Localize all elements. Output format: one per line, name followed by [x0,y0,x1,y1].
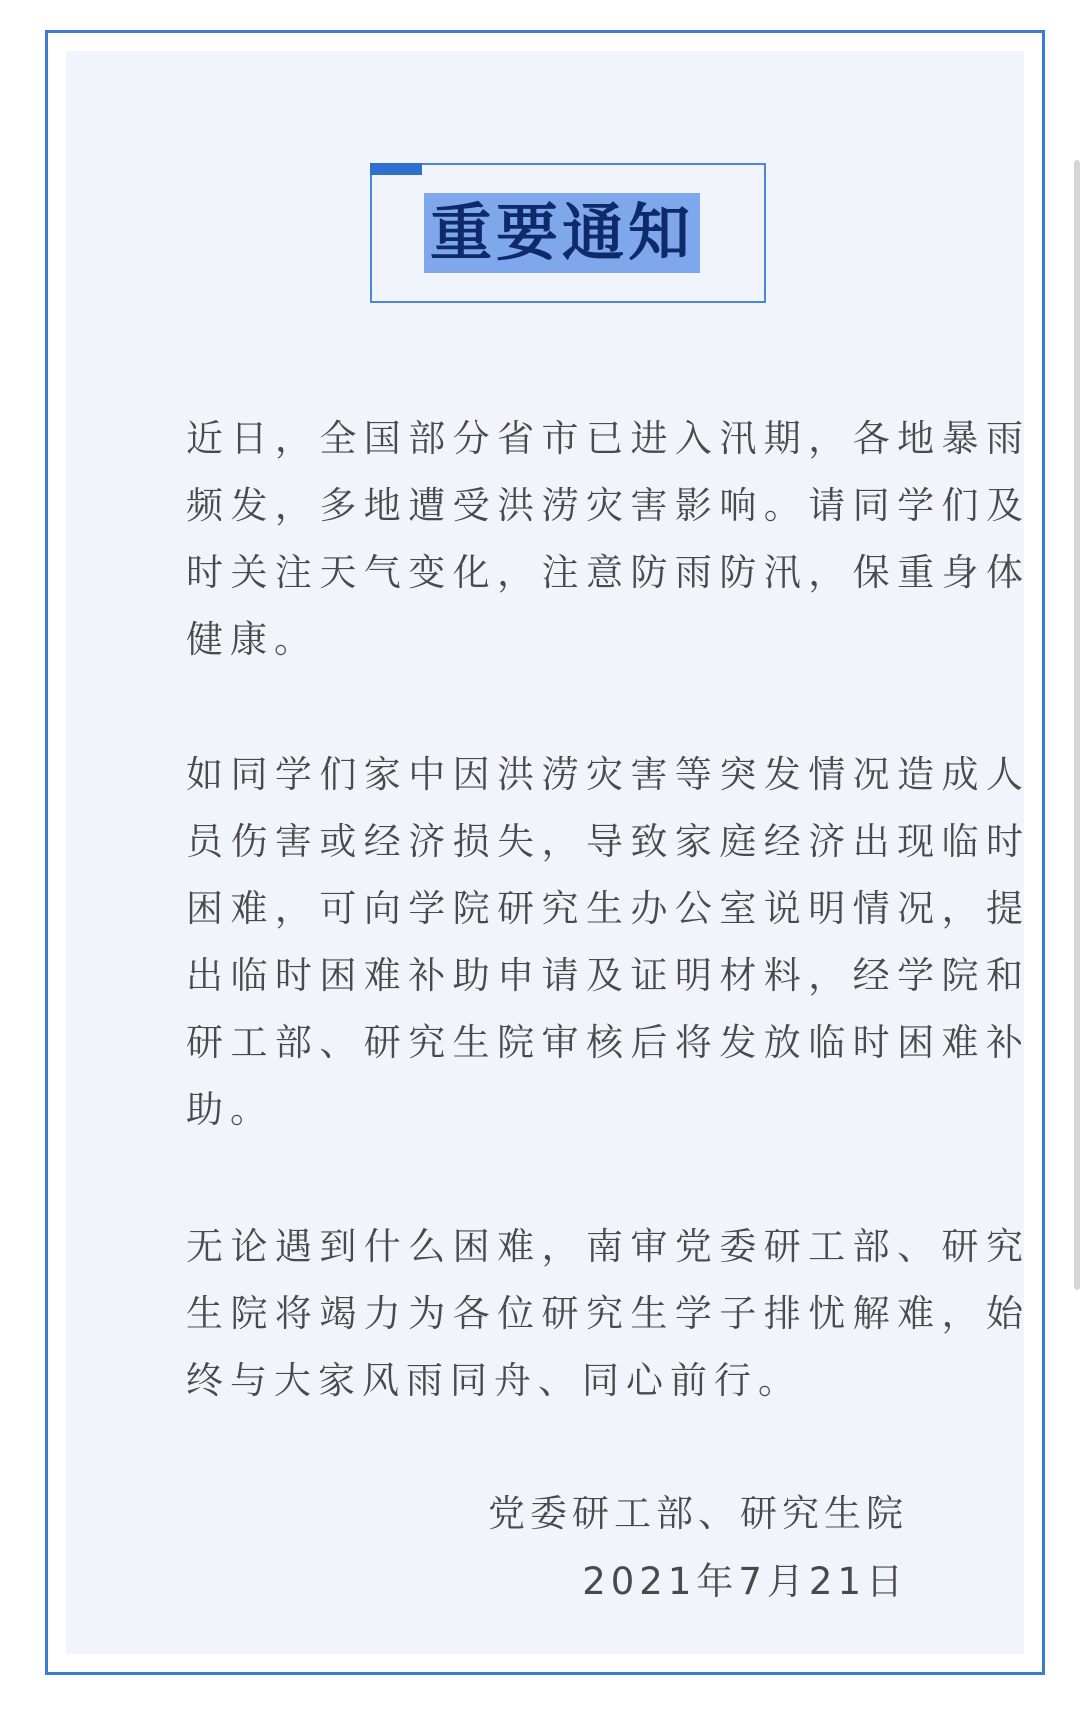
notice-title: 重要通知 [424,193,700,273]
scrollbar[interactable] [1074,160,1080,1290]
signature-date: 2021年7月21日 [582,1560,908,1603]
notice-frame [45,30,1045,1675]
paragraph-weather-warning: 近日，全国部分省市已进入汛期，各地暴雨频发，多地遭受洪涝灾害影响。请同学们及时关注天气变化，注意防雨防汛，保重身体健康。 [186,417,1030,661]
paragraph-subsidy-info: 如同学们家中因洪涝灾害等突发情况造成人员伤害或经济损失，导致家庭经济出现临时困难，可向学院研究生办公室说明情况，提出临时困难补助申请及证明材料，经学院和研工部、研究生院审核后将发放临时困难补助。 [186,753,1030,1131]
paragraph-support-statement: 无论遇到什么困难，南审党委研工部、研究生院将竭力为各位研究生学子排忧解难，始终与大家风雨同舟、同心前行。 [186,1225,1030,1402]
title-box [370,163,766,303]
notice-panel [66,51,1030,1654]
signature-organization: 党委研工部、研究生院 [488,1492,908,1535]
title-accent-bar [370,163,422,175]
